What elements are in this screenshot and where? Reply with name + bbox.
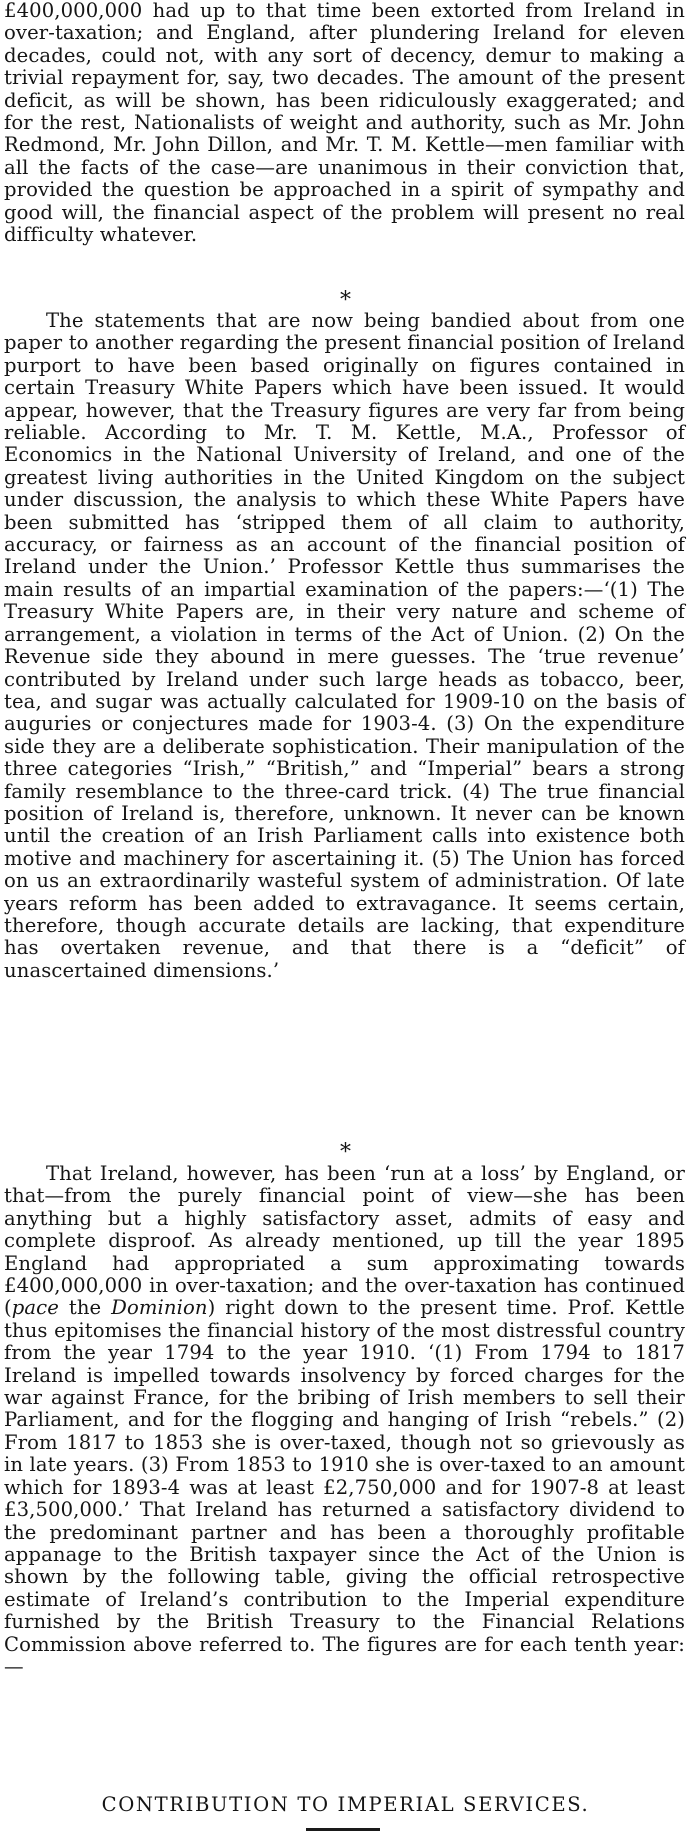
paragraph-1: £400,000,000 had up to that time been extorted from Ireland in over-taxation; and England, after plundering Ireland for eleven decades, could not, with any sort of decency, demur to making a trivial repayment for, say, two decades. The amount of the present deficit, as will be shown, has been ridiculously exaggerated; and for the rest, Nationalists of weight and authority, such as Mr. John Redmond, Mr. John Dillon, and Mr. T. M. Kettle—men familiar with all the facts of the case—are unanimous in their conviction that, provided the question be approached in a spirit of sympathy and good will, the financial aspect of the problem will present no real difficulty whatever.	[4, 0, 685, 247]
table-heading: CONTRIBUTION TO IMPERIAL SERVICES.	[101, 1793, 590, 1816]
paragraph-3-text-b: the	[58, 1296, 112, 1320]
paragraph-3-text-a: That Ireland, however, has been ‘run at a loss’ by England, or that—from the purely financial point of view—she has been anything but a highly satisfactory asset, admits of easy and complete disproof. As already mentioned, up till the year 1895 England had appropriated a sum approximating towards £400,000,000 in over-taxation; and the over-taxation has continued (	[4, 1162, 685, 1320]
paragraph-2: The statements that are now being bandied about from one paper to another regarding the present financial position of Ireland purport to have been based originally on figures contained in certain Treasury White Papers which have been issued. It would appear, however, that the Treasury figures are very far from being reliable. According to Mr. T. M. Kettle, M.A., Professor of Economics in the National University of Ireland, and one of the greatest living authorities in the United Kingdom on the subject under discussion, the analysis to which these White Papers have been submitted has ‘stripped them of all claim to authority, accuracy, or fairness as an account of the financial position of Ireland under the Union.’ Professor Kettle thus summarises the main results of an impartial examination of the papers:—‘(1) The Treasury White Papers are, in their very nature and scheme of arrangement, a violation in terms of the Act of Union. (2) On the Revenue side they abound in mere guesses. The ‘true revenue’ contributed by Ireland under such large heads as tobacco, beer, tea, and sugar was actually calculated for 1909-10 on the basis of auguries or conjectures made for 1903-4. (3) On the expenditure side they are a deliberate sophistication. Their manipulation of the three categories “Irish,” “British,” and “Imperial” bears a strong family resemblance to the three-card trick. (4) The true financial position of Ireland is, therefore, unknown. It never can be known until the creation of an Irish Parliament calls into existence both motive and machinery for ascertaining it. (5) The Union has forced on us an extraordinarily wasteful system of administration. Of late years reform has been added to extravagance. It seems certain, therefore, though accurate details are lacking, that expenditure has overtaken revenue, and that there is a “deficit” of unascertained dimensions.’	[4, 309, 685, 982]
section-separator-1: *	[339, 288, 352, 313]
paragraph-3-italic-dominion: Dominion	[111, 1296, 208, 1320]
heading-rule	[306, 1828, 380, 1831]
section-separator-2: *	[339, 1140, 352, 1165]
paragraph-3-italic-pace: pace	[11, 1296, 59, 1320]
paragraph-3-text-c: ) right down to the present time. Prof. Kettle thus epitomises the financial history of the most distressful country from the year 1794 to the year 1910. ‘(1) From 1794 to 1817 Ireland is impelled towards insolvency by forced charges for the war against France, for the bribing of Irish members to sell their Parliament, and for the flogging and hanging of Irish “rebels.” (2) From 1817 to 1853 she is over-taxed, though not so grievously as in late years. (3) From 1853 to 1910 she is over-taxed to an amount which for 1893-4 was at least £2,750,000 and for 1907-8 at least £3,500,000.’ That Ireland has returned a satisfactory dividend to the predominant partner and has been a thoroughly profitable appanage to the British taxpayer since the Act of the Union is shown by the following table, giving the official retrospective estimate of Ireland’s contribution to the Imperial expenditure furnished by the British Treasury to the Financial Relations Commission above referred to. The figures are for each tenth year:—	[4, 1296, 685, 1678]
paragraph-3	[4, 1163, 685, 1678]
